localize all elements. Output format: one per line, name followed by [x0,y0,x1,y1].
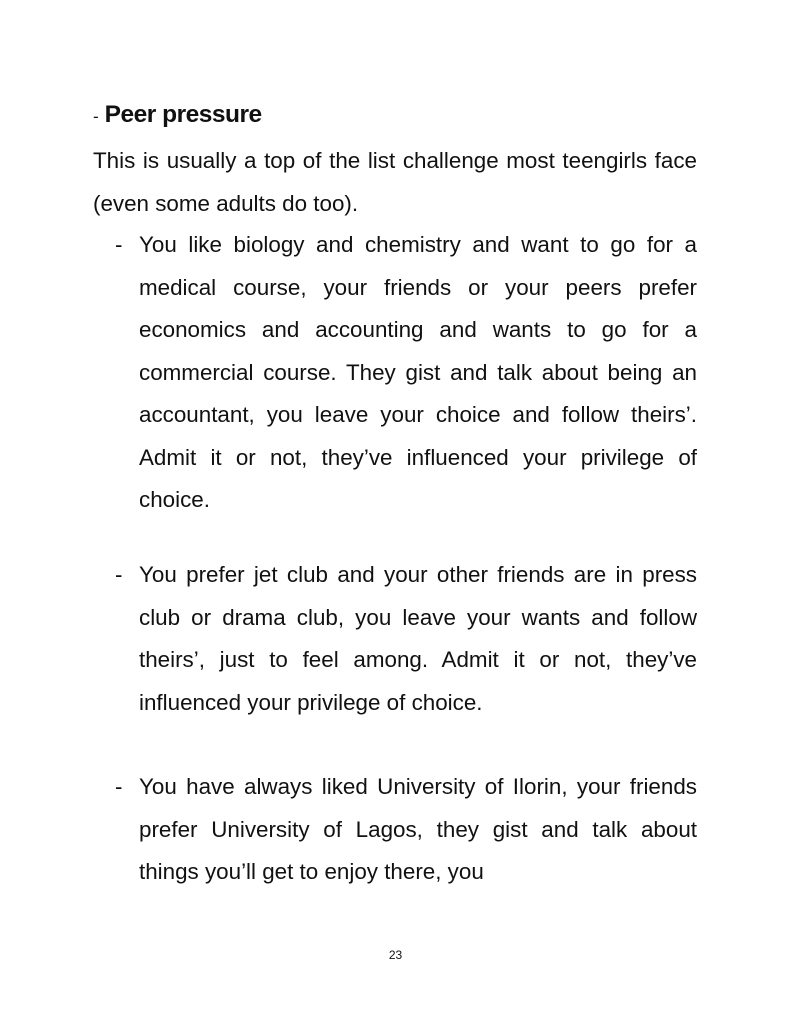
section-heading [93,101,697,135]
page-number: 23 [388,948,403,962]
bullet-item [115,766,697,894]
bullet-text: You prefer jet club and your other friends are in press club or drama club, you leave your wants and follow theirs’, just to feel among. Admit it or not, they’ve influenced your privilege of choice. [139,562,697,715]
bullet-marker: - [115,232,123,257]
intro-paragraph: This is usually a top of the list challenge most teengirls face (even some adults do too). [93,148,697,216]
heading-title: Peer pressure [104,101,262,128]
bullet-marker: - [115,774,123,799]
bullet-item [115,554,697,724]
heading-dash: - [93,107,99,126]
bullet-marker: - [115,562,123,587]
bullet-text: You have always liked University of Ilorin, your friends prefer University of Lagos, they gist and talk about things you’ll get to enjoy there, you [139,774,697,884]
bullet-text: You like biology and chemistry and want to go for a medical course, your friends or your peers prefer economics and accounting and wants to go for a commercial course. They gist and talk about being an accountant, you leave your choice and follow theirs’. Admit it or not, they’ve influenced your privilege of choice. [139,232,697,512]
bullet-item [115,224,697,522]
